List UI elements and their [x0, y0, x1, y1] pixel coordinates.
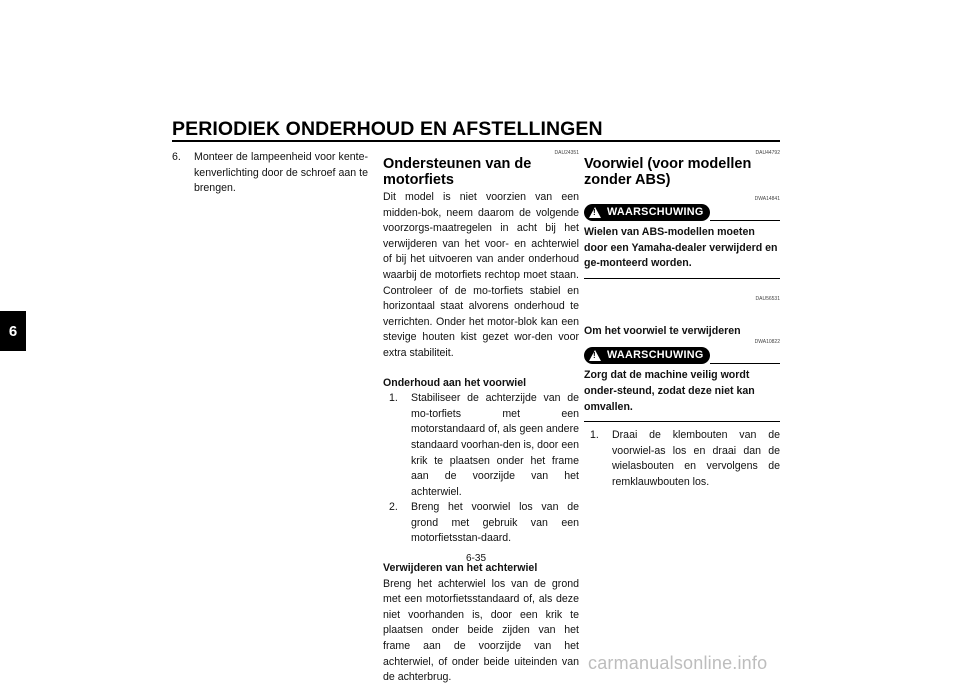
step-number: 1.	[590, 429, 599, 442]
watermark: carmanualsonline.info	[588, 653, 768, 673]
step-text: Stabiliseer de achterzijde van de mo-torfiets met een motorstandaard of, als geen andere standaard voorhan-den is, door een krik te plaatsen onder het frame aan de voorzijde van het achterwiel.	[411, 392, 579, 498]
warning-label: WAARSCHUWING	[607, 205, 704, 218]
list-item	[584, 428, 780, 490]
warning-icon: !	[589, 207, 601, 218]
chapter-tab: 6	[0, 311, 26, 351]
warning-icon: !	[589, 350, 601, 361]
list-item	[389, 391, 579, 500]
step-number: 1.	[389, 392, 398, 405]
section-code: DAU44792	[755, 150, 780, 156]
step-text: Breng het voorwiel los van de grond met gebruik van een motorfietsstan-daard.	[411, 501, 579, 545]
subheading-remove-front-wheel: Om het voorwiel te verwijderen	[584, 324, 741, 337]
warning-bar	[584, 204, 780, 221]
step-text: Monteer de lampeenheid voor kente-kenverlichting door de schroef aan te brengen.	[194, 151, 368, 195]
warning-badge	[584, 347, 710, 364]
section-code: DAU56531	[755, 295, 780, 302]
front-steps	[383, 391, 579, 547]
warning-rule	[710, 220, 780, 222]
warning-bar	[584, 347, 780, 364]
warning-badge	[584, 204, 710, 221]
step-number: 2.	[389, 501, 398, 514]
warning-code: DWA10822	[754, 339, 780, 346]
header-rule	[172, 140, 780, 142]
column-right	[584, 150, 780, 491]
list-item	[389, 500, 579, 547]
list-item	[172, 150, 368, 197]
section-heading: Voorwiel (voor modellen zonder ABS)	[584, 156, 752, 188]
rear-paragraph: Breng het achterwiel los van de grond met een motorfietsstandaard of, als deze niet voorhanden is, door een krik te plaatsen onder beide zijden van het frame aan de voorzijde van het achterwiel, of onder beide uiteinden van de achterbrug.	[383, 577, 579, 684]
page-number: 6-35	[466, 553, 487, 564]
subheading-rear-wheel: Verwijderen van het achterwiel	[383, 562, 538, 575]
section-heading: Ondersteunen van de motorfiets	[383, 156, 532, 188]
step-number: 6.	[172, 151, 181, 163]
warning-label: WAARSCHUWING	[607, 349, 704, 362]
warning-rule	[710, 363, 780, 365]
warning-text: Zorg dat de machine veilig wordt onder-steund, zodat deze niet kan omvallen.	[584, 364, 780, 422]
subheading-front-wheel: Onderhoud aan het voorwiel	[383, 376, 527, 389]
column-left	[172, 150, 368, 197]
section-code: DAU24351	[554, 150, 579, 156]
page-title: PERIODIEK ONDERHOUD EN AFSTELLINGEN	[172, 118, 603, 140]
warning-text: Wielen van ABS-modellen moeten door een Yamaha-dealer verwijderd en ge-monteerd worden.	[584, 221, 780, 279]
intro-paragraph: Dit model is niet voorzien van een midden-bok, neem daarom de volgende voorzorgs-maatregelen in acht bij het verwijderen van het voor- en achterwiel of bij het uitvoeren van ander onderhoud waarbij de motorfiets rechtop moet staan. Controleer of de mo-torfiets stabiel en horizontaal staat alvorens onderhoud te verrichten. Onder het motor-blok kan een stevige houten kist gezet wor-den voor extra stabiliteit.	[383, 191, 579, 359]
column-middle	[383, 150, 579, 686]
warning-code: DWA14841	[754, 196, 780, 202]
step-text: Draai de klembouten van de voorwiel-as los en draai dan de wielasbouten en vervolgens de remklauwbouten los.	[612, 429, 780, 488]
